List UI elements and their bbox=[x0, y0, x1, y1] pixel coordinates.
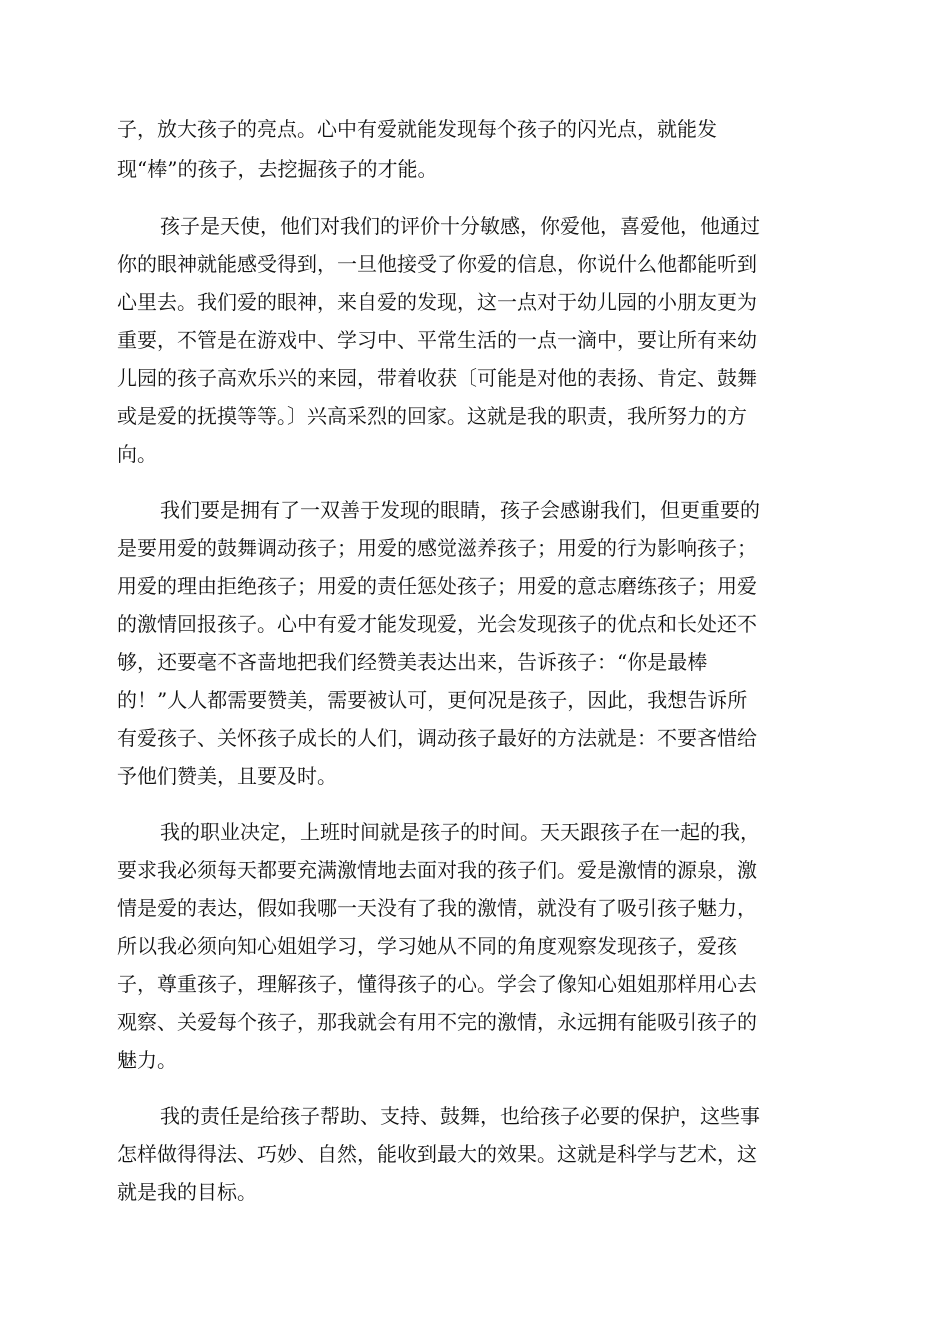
text-line: 我的责任是给孩子帮助、支持、鼓舞，也给孩子必要的保护，这些事 bbox=[160, 1104, 760, 1128]
text-line: 或是爱的抚摸等等。〕兴高采烈的回家。这就是我的职责，我所努力的方 bbox=[117, 404, 747, 428]
text-line: 你的眼神就能感受得到，一旦他接受了你爱的信息，你说什么他都能听到 bbox=[117, 252, 757, 276]
text-line: 儿园的孩子高欢乐兴的来园，带着收获〔可能是对他的表扬、肯定、鼓舞 bbox=[117, 366, 757, 390]
text-line: 是要用爱的鼓舞调动孩子；用爱的感觉滋养孩子；用爱的行为影响孩子； bbox=[117, 536, 757, 560]
text-line: 要求我必须每天都要充满激情地去面对我的孩子们。爱是激情的源泉，激 bbox=[117, 858, 757, 882]
text-line: 子，放大孩子的亮点。心中有爱就能发现每个孩子的闪光点，就能发 bbox=[117, 117, 717, 141]
text-line: 就是我的目标。 bbox=[117, 1180, 257, 1204]
text-line: 向。 bbox=[117, 442, 157, 466]
text-line: 的！”人人都需要赞美，需要被认可，更何况是孩子，因此，我想告诉所 bbox=[117, 688, 748, 712]
text-line: 子，尊重孩子，理解孩子，懂得孩子的心。学会了像知心姐姐那样用心去 bbox=[117, 972, 757, 996]
text-line: 怎样做得得法、巧妙、自然，能收到最大的效果。这就是科学与艺术，这 bbox=[117, 1142, 757, 1166]
text-line: 予他们赞美，且要及时。 bbox=[117, 764, 337, 788]
text-line: 我的职业决定，上班时间就是孩子的时间。天天跟孩子在一起的我， bbox=[160, 820, 760, 844]
text-line: 孩子是天使，他们对我们的评价十分敏感，你爱他，喜爱他，他通过 bbox=[160, 214, 760, 238]
text-line: 有爱孩子、关怀孩子成长的人们，调动孩子最好的方法就是：不要吝惜给 bbox=[117, 726, 757, 750]
text-line: 的激情回报孩子。心中有爱才能发现爱，光会发现孩子的优点和长处还不 bbox=[117, 612, 757, 636]
text-line: 重要，不管是在游戏中、学习中、平常生活的一点一滴中，要让所有来幼 bbox=[117, 328, 757, 352]
text-line: 用爱的理由拒绝孩子；用爱的责任惩处孩子；用爱的意志磨练孩子；用爱 bbox=[117, 574, 757, 598]
text-line: 情是爱的表达，假如我哪一天没有了我的激情，就没有了吸引孩子魅力， bbox=[117, 896, 757, 920]
text-line: 魅力。 bbox=[117, 1048, 177, 1072]
text-line: 观察、关爱每个孩子，那我就会有用不完的激情，永远拥有能吸引孩子的 bbox=[117, 1010, 757, 1034]
text-line: 够，还要毫不吝啬地把我们经赞美表达出来，告诉孩子：“你是最棒 bbox=[117, 650, 708, 674]
text-line: 现“棒”的孩子，去挖掘孩子的才能。 bbox=[117, 157, 438, 181]
text-line: 心里去。我们爱的眼神，来自爱的发现，这一点对于幼儿园的小朋友更为 bbox=[117, 290, 757, 314]
text-line: 我们要是拥有了一双善于发现的眼睛，孩子会感谢我们，但更重要的 bbox=[160, 498, 760, 522]
text-line: 所以我必须向知心姐姐学习，学习她从不同的角度观察发现孩子，爱孩 bbox=[117, 934, 737, 958]
